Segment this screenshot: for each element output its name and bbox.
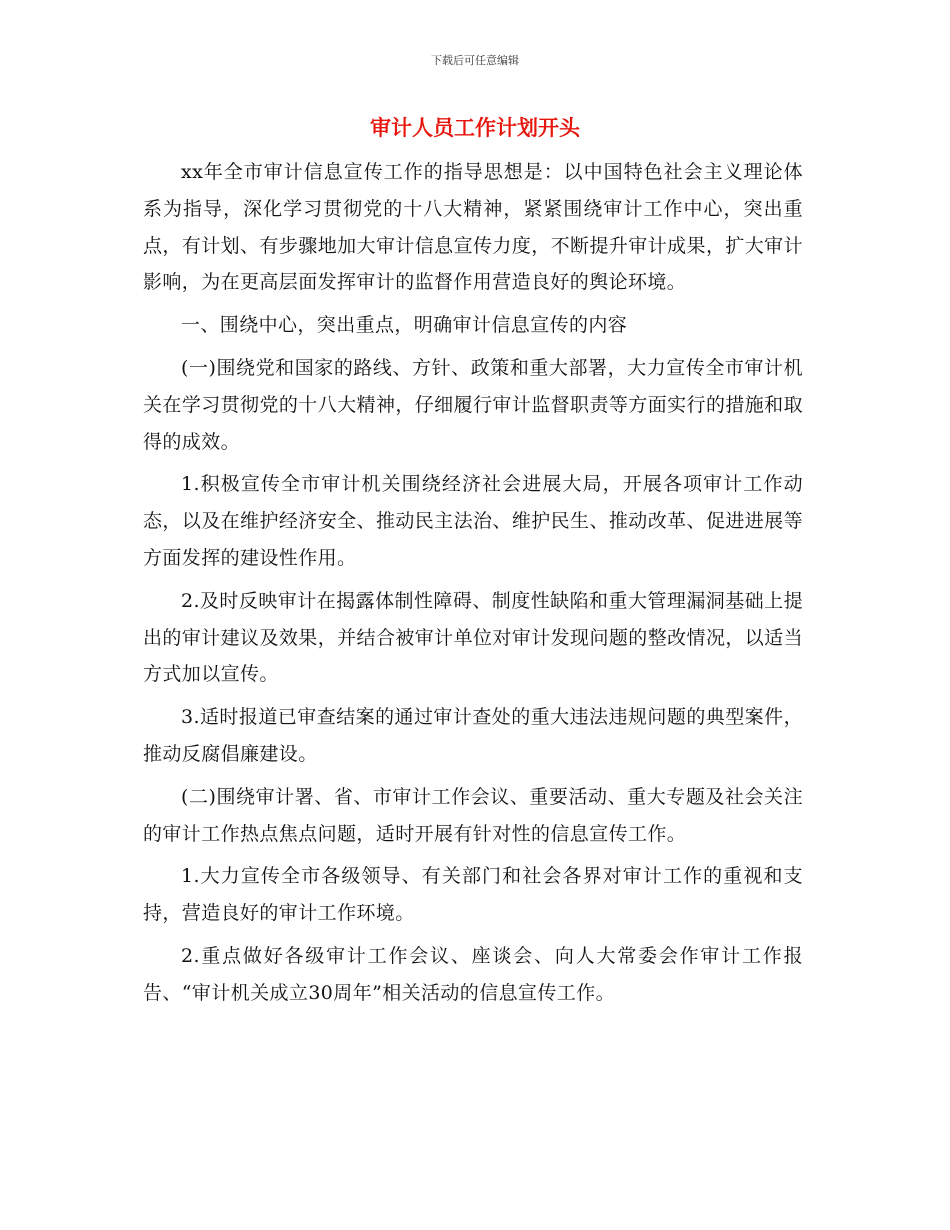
list-item: 1.大力宣传全市各级领导、有关部门和社会各界对审计工作的重视和支持，营造良好的审计工作环境。 [143, 865, 803, 925]
section-heading-1: 一、围绕中心，突出重点，明确审计信息宣传的内容 [181, 314, 628, 337]
subsection-1: (一)围绕党和国家的路线、方针、政策和重大部署，大力宣传全市审计机关在学习贯彻党的十八大精神，仔细履行审计监督职责等方面实行的措施和取得的成效。 [143, 356, 803, 453]
header-note: 下载后可任意编辑 [431, 54, 519, 67]
list-item: 2.重点做好各级审计工作会议、座谈会、向人大常委会作审计工作报告、“审计机关成立30周年”相关活动的信息宣传工作。 [143, 944, 803, 1004]
list-item: 1.积极宣传全市审计机关围绕经济社会进展大局，开展各项审计工作动态，以及在维护经济安全、推动民主法治、维护民生、推动改革、促进进展等方面发挥的建设性作用。 [143, 473, 803, 569]
document-title: 审计人员工作计划开头 [370, 116, 580, 140]
subsection-2: (二)围绕审计署、省、市审计工作会议、重要活动、重大专题及社会关注的审计工作热点焦点问题，适时开展有针对性的信息宣传工作。 [143, 785, 803, 845]
list-item: 2.及时反映审计在揭露体制性障碍、制度性缺陷和重大管理漏洞基础上提出的审计建议及效果，并结合被审计单位对审计发现问题的整改情况，以适当方式加以宣传。 [143, 589, 803, 686]
paragraph-guiding-thought: xx年全市审计信息宣传工作的指导思想是：以中国特色社会主义理论体系为指导，深化学习贯彻党的十八大精神，紧紧围绕审计工作中心，突出重点，有计划、有步骤地加大审计信息宣传力度，不断提升审计成果，扩大审计影响，为在更高层面发挥审计的监督作用营造良好的舆论环境。 [143, 161, 803, 294]
document-body [143, 154, 803, 1018]
list-item: 3.适时报道已审查结案的通过审计查处的重大违法违规问题的典型案件，推动反腐倡廉建设。 [143, 706, 803, 765]
